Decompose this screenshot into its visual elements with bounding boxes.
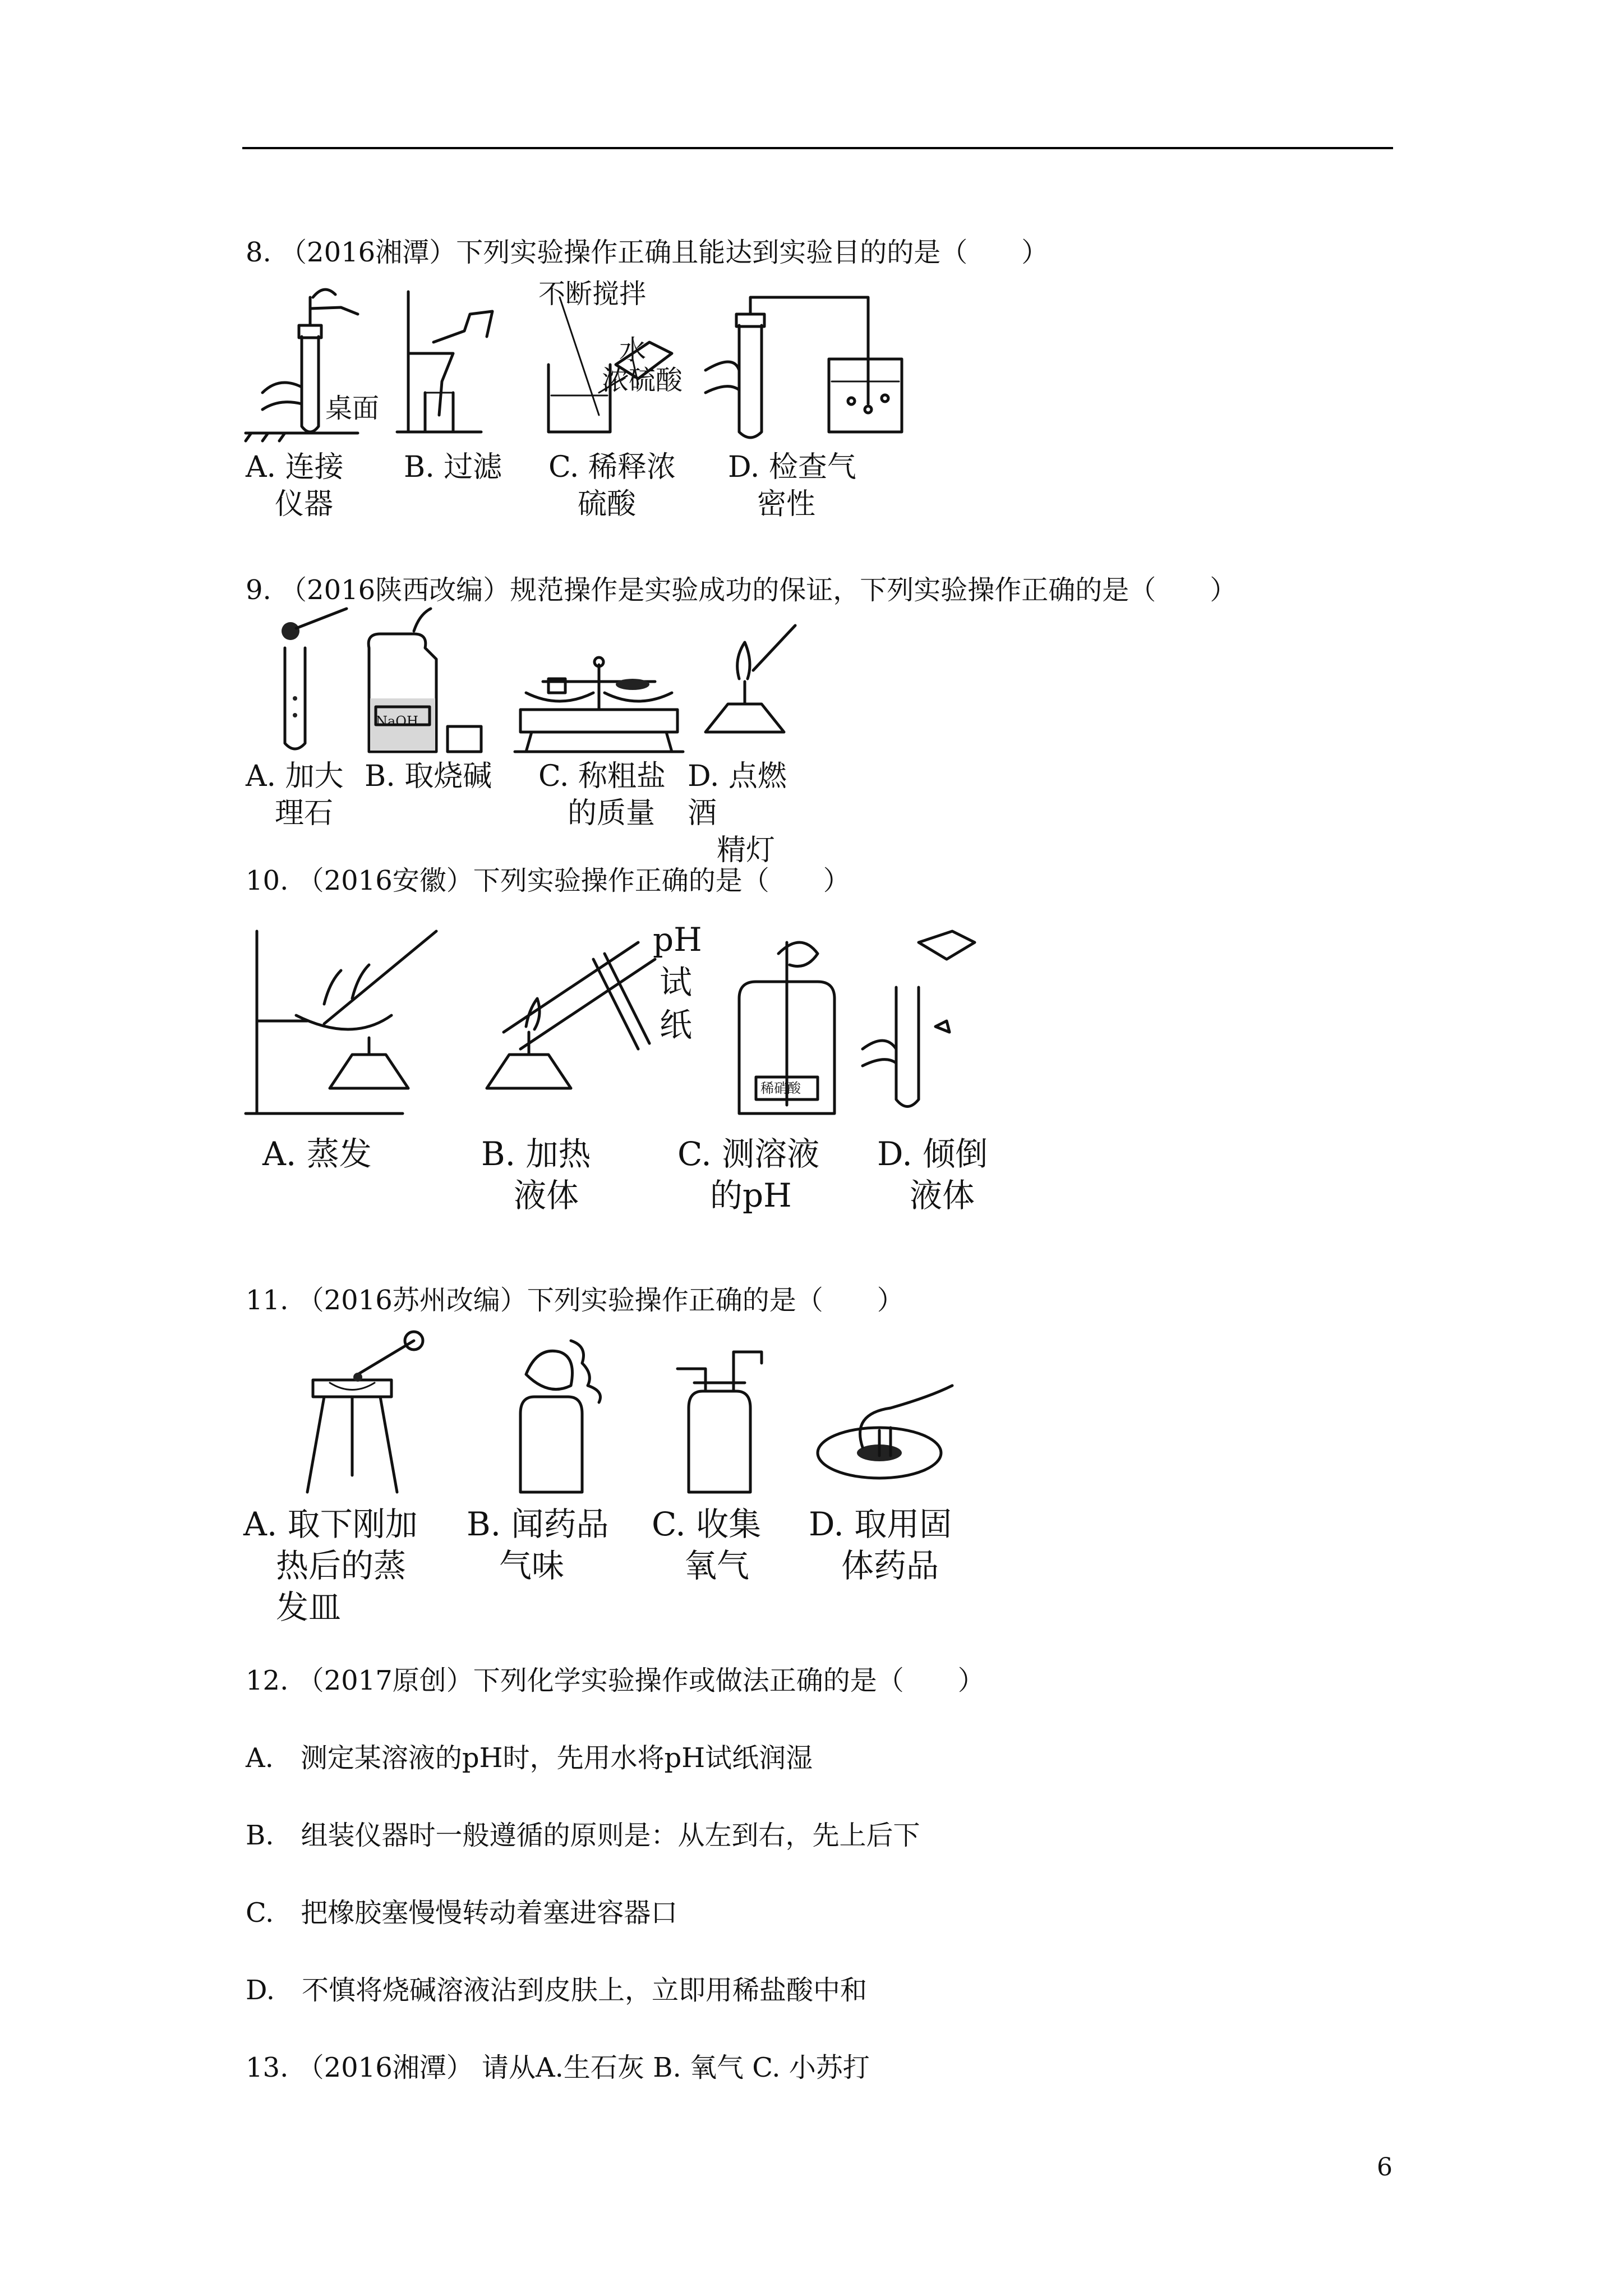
q8-option-b: B. 过滤 bbox=[404, 450, 502, 484]
q10-option-c: C. 测溶液 的pH bbox=[677, 1135, 820, 1214]
q9-b-bottle-drawing bbox=[368, 609, 481, 752]
q11-option-c: C. 收集 氧气 bbox=[652, 1505, 762, 1585]
q12-option-d: D. 不慎将烧碱溶液沾到皮肤上，立即用稀盐酸中和 bbox=[246, 1975, 868, 2006]
q10-a-evaporate-drawing bbox=[246, 931, 436, 1114]
question-9-drawings bbox=[246, 614, 806, 754]
question-10-stem: 10. （2016安徽）下列实验操作正确的是（ ） bbox=[246, 865, 850, 896]
q11-a-tripod-drawing bbox=[307, 1332, 423, 1492]
q12-option-b: B. 组装仪器时一般遵循的原则是：从左到右，先上后下 bbox=[246, 1820, 920, 1851]
q11-option-b: B. 闻药品 气味 bbox=[467, 1505, 609, 1585]
q9-label-naoh: NaOH bbox=[376, 714, 418, 729]
question-8-figure bbox=[246, 280, 907, 527]
q8-label-water: 水 bbox=[619, 334, 647, 366]
q11-b-smell-drawing bbox=[520, 1341, 601, 1492]
q9-d-lamp-drawing bbox=[706, 625, 795, 732]
q11-option-d: D. 取用固 体药品 bbox=[809, 1505, 952, 1585]
q11-option-a: A. 取下刚加 热后的蒸 发皿 bbox=[243, 1505, 418, 1626]
question-8-stem: 8. （2016湘潭）下列实验操作正确且能达到实验目的的是（ ） bbox=[246, 237, 1049, 268]
q10-label-bottle: 稀硝酸 bbox=[760, 1080, 801, 1096]
q8-label-acid: 浓硫酸 bbox=[602, 365, 683, 396]
q9-a-tube-drawing bbox=[282, 609, 347, 749]
q10-option-d: D. 倾倒 液体 bbox=[877, 1135, 988, 1214]
question-9-stem: 9. （2016陕西改编）规范操作是实验成功的保证，下列实验操作正确的是（ ） bbox=[246, 574, 1237, 606]
q8-option-a: A. 连接 仪器 bbox=[246, 450, 344, 521]
q9-c-balance-drawing bbox=[515, 657, 683, 752]
page-number: 6 bbox=[1377, 2153, 1393, 2182]
q10-d-pour-drawing bbox=[863, 931, 975, 1107]
q10-label-paper: 纸 bbox=[660, 1006, 693, 1044]
q11-d-solid-drawing bbox=[818, 1386, 952, 1478]
q8-option-c: C. 稀释浓 硫酸 bbox=[548, 450, 676, 521]
q9-option-d: D. 点燃酒 精灯 bbox=[688, 760, 787, 867]
question-10-figure bbox=[246, 920, 997, 1234]
question-11-drawings bbox=[246, 1329, 1008, 1498]
q10-option-b: B. 加热 液体 bbox=[481, 1135, 591, 1214]
question-13-stem: 13. （2016湘潭） 请从A.生石灰 B. 氧气 C. 小苏打 bbox=[246, 2052, 870, 2083]
q8-option-d: D. 检查气 密性 bbox=[728, 450, 856, 521]
question-9-figure bbox=[246, 614, 806, 867]
question-10-drawings bbox=[246, 920, 997, 1122]
q10-b-heat-drawing bbox=[487, 942, 655, 1088]
q8-label-stir: 不断搅拌 bbox=[538, 278, 647, 310]
q12-option-a: A. 测定某溶液的pH时，先用水将pH试纸润湿 bbox=[246, 1742, 813, 1774]
q9-option-b: B. 取烧碱 bbox=[365, 760, 492, 793]
q10-label-test: 试 bbox=[660, 963, 693, 1001]
question-11-figure bbox=[243, 1329, 1008, 1626]
q8-d-airtight-drawing bbox=[706, 297, 902, 438]
q9-option-a: A. 加大 理石 bbox=[246, 760, 344, 830]
q9-option-c: C. 称粗盐 的质量 bbox=[538, 760, 666, 830]
question-12-stem: 12. （2017原创）下列化学实验操作或做法正确的是（ ） bbox=[246, 1665, 985, 1696]
q8-b-filter-drawing bbox=[397, 292, 492, 432]
question-11-stem: 11. （2016苏州改编）下列实验操作正确的是（ ） bbox=[246, 1285, 904, 1316]
q12-option-c: C. 把橡胶塞慢慢转动着塞进容器口 bbox=[246, 1897, 678, 1929]
q10-label-ph: pH bbox=[653, 921, 702, 959]
q10-option-a: A. 蒸发 bbox=[262, 1135, 372, 1173]
q8-label-desktop: 桌面 bbox=[325, 393, 380, 424]
header-rule bbox=[242, 147, 1393, 149]
q11-c-gas-drawing bbox=[677, 1352, 762, 1492]
